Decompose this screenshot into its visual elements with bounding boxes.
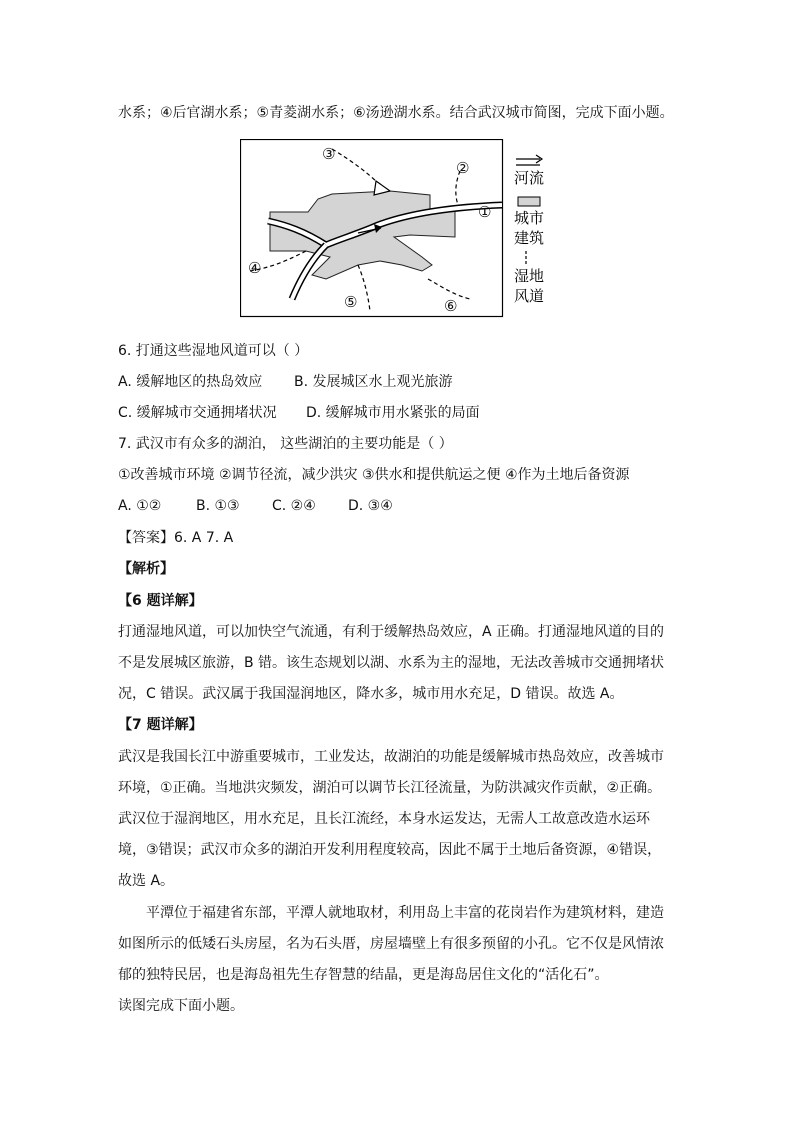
- map-label-4: ④: [248, 259, 262, 277]
- wuhan-city-map: [240, 139, 552, 319]
- passage-line-2: 如图所示的低矮石头房屋，名为石头厝，房屋墙壁上有很多预留的小孔。它不仅是风情浓: [118, 936, 664, 952]
- q7-options: [118, 496, 393, 516]
- detail6-line-3: 况，C 错误。武汉属于我国湿润地区，降水多，城市用水充足，D 错误。故选 A。: [118, 686, 624, 702]
- q6-option-a: A. 缓解地区的热岛效应: [118, 374, 263, 390]
- passage-line-3: 郁的独特民居，也是海岛祖先生存智慧的结晶，更是海岛居住文化的“活化石”。: [118, 967, 609, 983]
- q6-options-row-2: [118, 403, 480, 423]
- q7-option-c: C. ②④: [272, 498, 316, 514]
- detail7-line-2: 环境，①正确。当地洪灾频发，湖泊可以调节长江径流量，为防洪减灾作贡献，②正确。: [118, 780, 662, 796]
- map-legend: [514, 155, 544, 305]
- detail7-line-1: 武汉是我国长江中游重要城市，工业发达，故湖泊的功能是缓解城市热岛效应，改善城市: [118, 749, 664, 765]
- q6-option-c: C. 缓解城市交通拥堵状况: [118, 405, 277, 421]
- analysis-header: 【解析】: [118, 561, 174, 577]
- map-label-2: ②: [456, 159, 470, 177]
- q7-statements: ①改善城市环境 ②调节径流，减少洪灾 ③供水和提供航运之便 ④作为土地后备资源: [118, 467, 630, 483]
- legend-river-symbol: [516, 159, 540, 165]
- detail7-line-3: 武汉位于湿润地区，用水充足，且长江流经，本身水运发达，无需人工故意改造水运环: [118, 811, 650, 827]
- map-label-1: ①: [478, 203, 492, 221]
- detail6-line-2: 不是发展城区旅游，B 错。该生态规划以湖、水系为主的湿地，无法改善城市交通拥堵状: [118, 655, 665, 671]
- legend-city-symbol: [518, 197, 540, 206]
- q6-stem: 6. 打通这些湿地风道可以（ ）: [118, 343, 309, 359]
- detail7-line-5: 故选 A。: [118, 873, 175, 889]
- intro-line: 水系；④后官湖水系；⑤青菱湖水系；⑥汤逊湖水系。结合武汉城市简图，完成下面小题。: [118, 105, 674, 121]
- q7-option-d: D. ③④: [348, 498, 393, 514]
- detail7-header: 【7 题详解】: [118, 717, 203, 733]
- map-label-3: ③: [322, 145, 336, 163]
- legend-river-label: 河流: [514, 169, 545, 187]
- q6-option-d: D. 缓解城市用水紧张的局面: [306, 405, 480, 421]
- detail7-line-4: 境，③错误；武汉市众多的湖泊开发利用程度较高，因此不属于土地后备资源，④错误，: [118, 842, 662, 858]
- q7-stem: 7. 武汉市有众多的湖泊， 这些湖泊的主要功能是（ ）: [118, 436, 453, 452]
- legend-city-label-1: 城市: [514, 209, 545, 227]
- map-label-6: ⑥: [444, 297, 458, 315]
- legend-wetland-label-2: 风道: [514, 287, 545, 305]
- map-label-5: ⑤: [344, 293, 358, 311]
- passage-line-1: 平潭位于福建省东部，平潭人就地取材，利用岛上丰富的花岗岩作为建筑材料，建造: [146, 905, 664, 921]
- q7-option-a: A. ①②: [118, 498, 162, 514]
- answer-line: 【答案】6. A 7. A: [118, 530, 234, 546]
- q6-options-row-1: [118, 372, 453, 392]
- q6-option-b: B. 发展城区水上观光旅游: [294, 374, 453, 390]
- legend-city-label-2: 建筑: [514, 229, 545, 247]
- q7-option-b: B. ①③: [196, 498, 240, 514]
- passage-line-4: 读图完成下面小题。: [118, 998, 244, 1014]
- legend-wetland-label-1: 湿地: [514, 267, 545, 285]
- detail6-header: 【6 题详解】: [118, 593, 203, 609]
- detail6-line-1: 打通湿地风道，可以加快空气流通，有利于缓解热岛效应，A 正确。打通湿地风道的目的: [118, 624, 665, 640]
